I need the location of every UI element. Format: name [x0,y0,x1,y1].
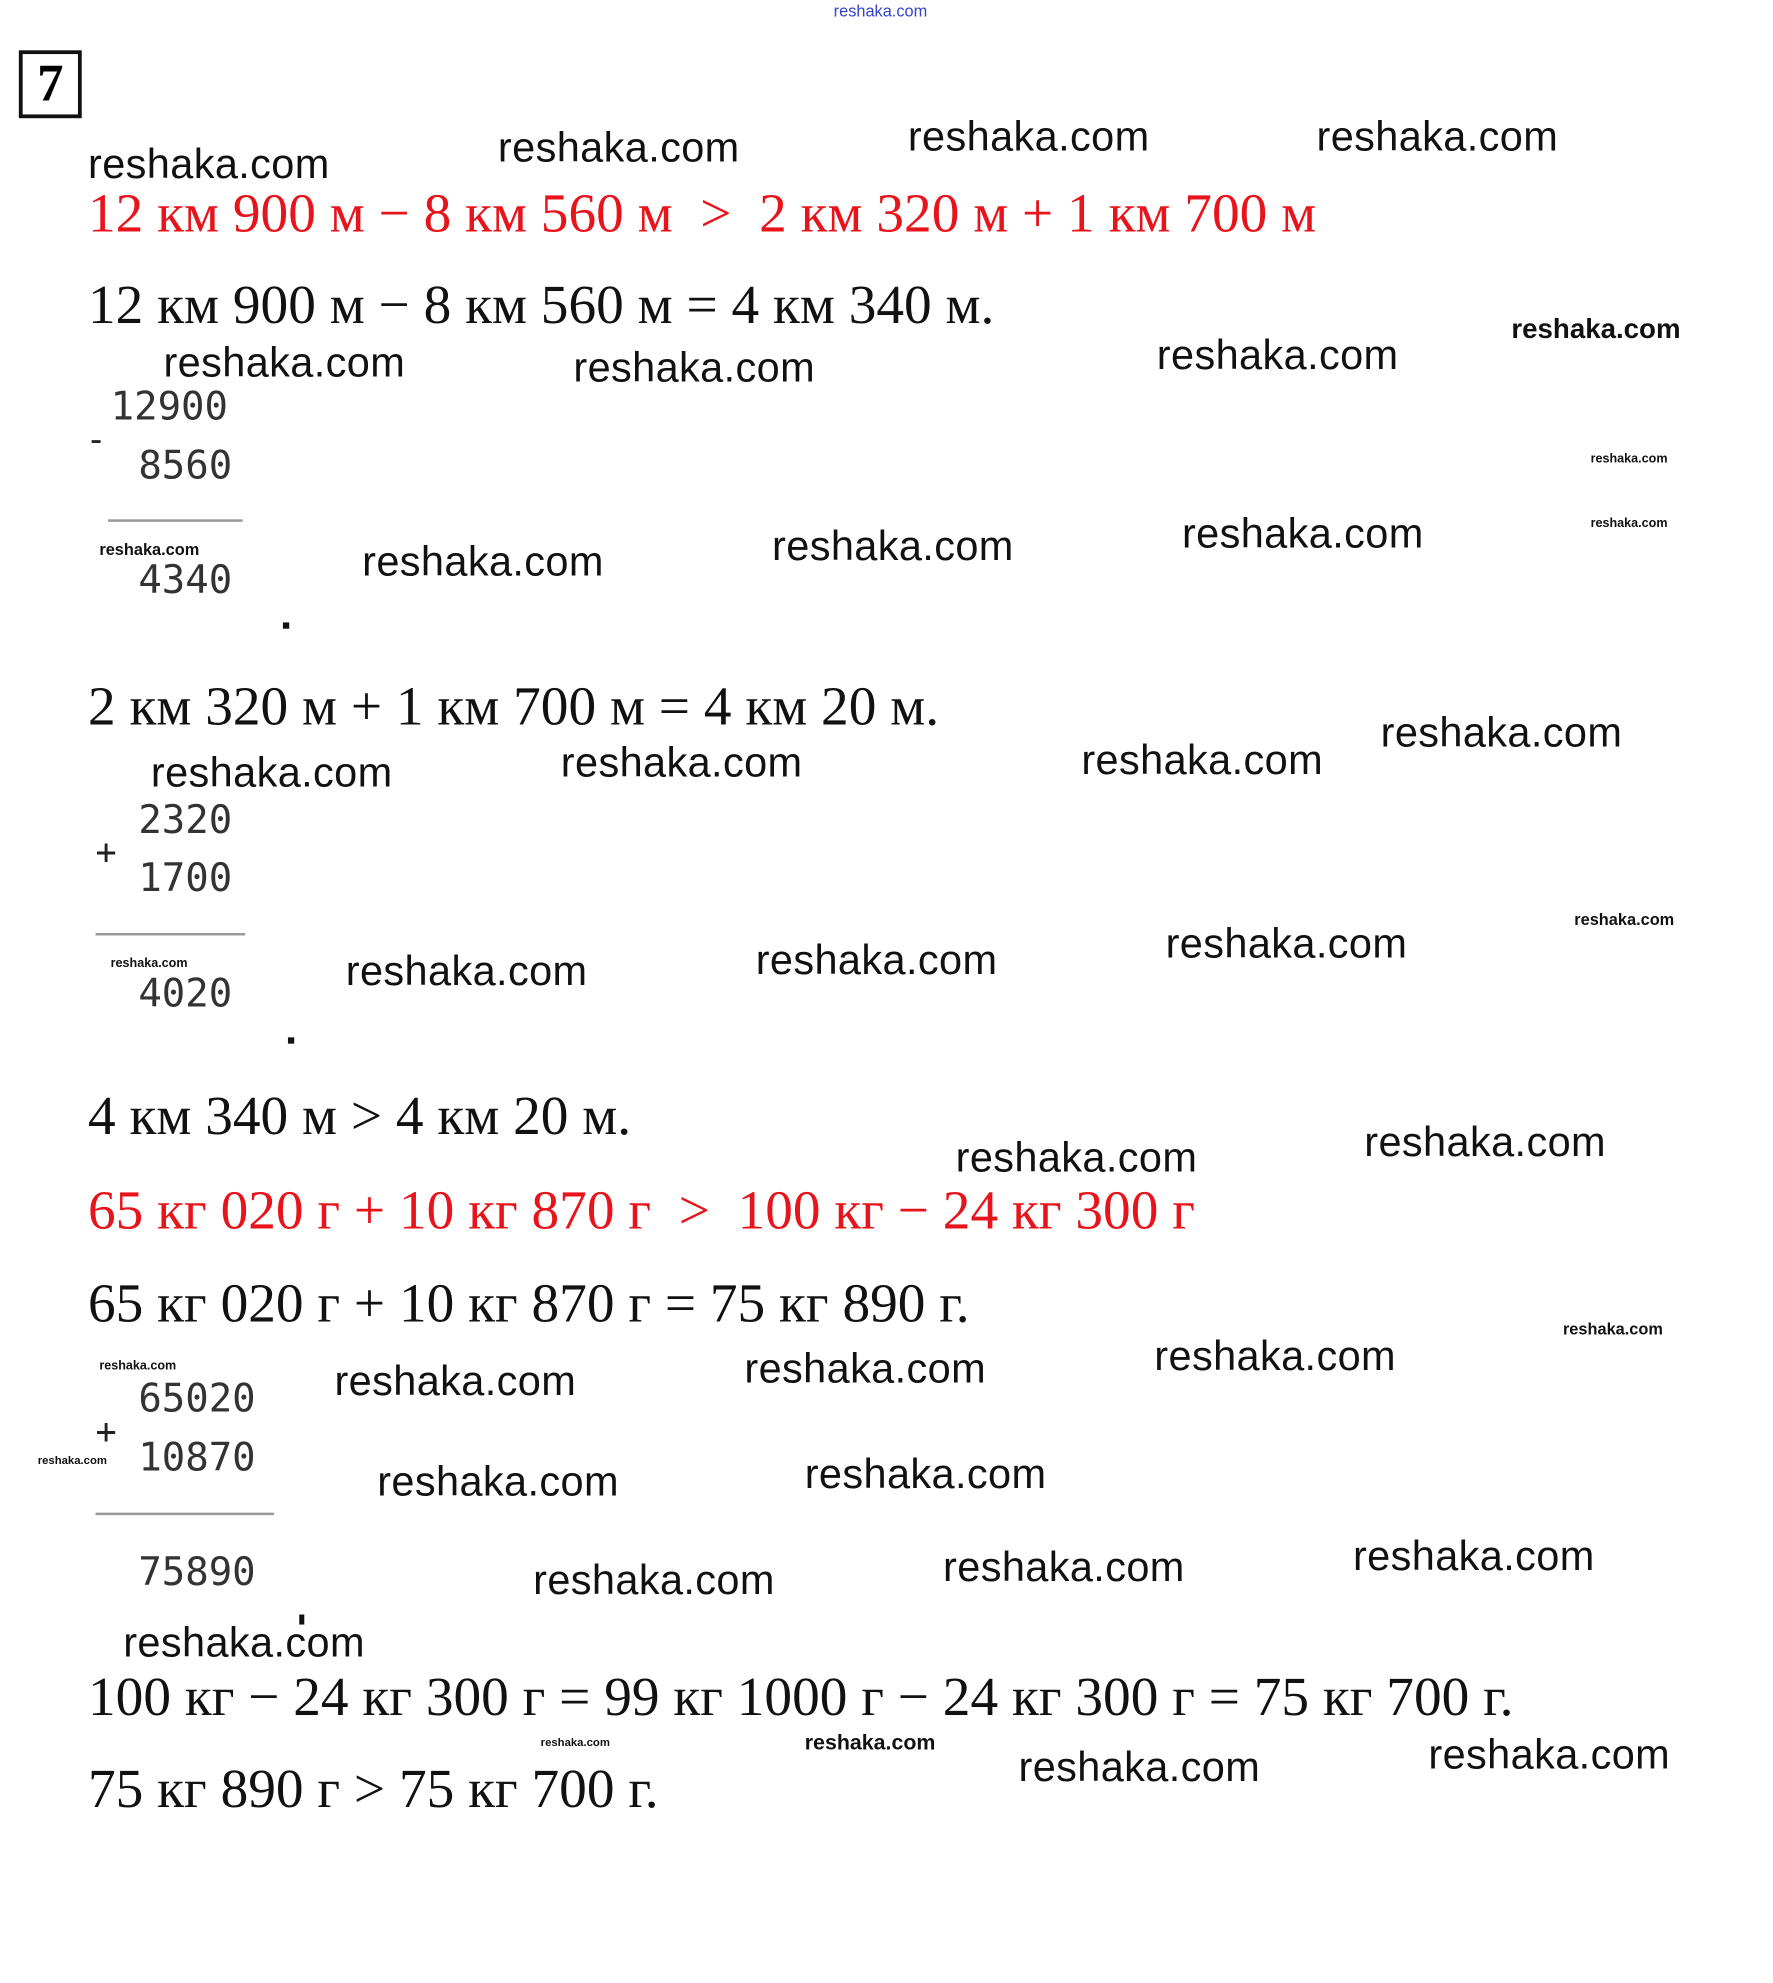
comparison-1: 12 км 900 м − 8 км 560 м > 2 км 320 м + 1 км 700 м [88,182,1317,244]
watermark: reshaka.com [99,540,200,559]
watermark: reshaka.com [1590,516,1668,531]
column-rule [96,1513,275,1516]
column-result: 4340 [138,557,233,603]
watermark: reshaka.com [955,1133,1198,1181]
watermark: reshaka.com [772,522,1014,569]
watermark: reshaka.com [99,1359,177,1374]
watermark: reshaka.com [1316,112,1559,160]
watermark: reshaka.com [1590,452,1668,467]
watermark: reshaka.com [37,1454,107,1467]
watermark: reshaka.com [1364,1118,1606,1165]
watermark: reshaka.com [573,343,816,391]
watermark: reshaka.com [1562,1319,1663,1339]
column-top: 2320 [138,797,233,844]
site-watermark: reshaka.com [833,1,928,21]
watermark: reshaka.com [362,537,604,585]
watermark: reshaka.com [1574,909,1675,929]
watermark: reshaka.com [560,738,803,786]
plus-sign: + [95,831,117,873]
dot [288,1037,294,1043]
watermark: reshaka.com [497,123,740,171]
watermark: reshaka.com [163,338,406,386]
watermark: reshaka.com [804,1450,1047,1497]
watermark: reshaka.com [907,112,1150,160]
solution-line: 2 км 320 м + 1 км 700 м = 4 км 20 м. [88,675,940,737]
column-result: 75890 [138,1549,256,1596]
column-result: 4020 [138,971,233,1017]
column-bottom: 8560 [138,443,233,489]
watermark: reshaka.com [804,1730,936,1755]
comparison-2: 65 кг 020 г + 10 кг 870 г > 100 кг − 24 кг 300 г [88,1179,1195,1242]
watermark: reshaka.com [943,1543,1185,1590]
plus-sign: + [95,1410,117,1453]
dot [283,622,289,628]
solution-line: 12 км 900 м − 8 км 560 м = 4 км 340 м. [88,274,995,336]
column-rule [96,933,246,936]
watermark: reshaka.com [1380,708,1623,756]
watermark: reshaka.com [377,1457,619,1505]
minus-sign: - [85,418,107,461]
column-bottom: 10870 [138,1435,256,1481]
watermark: reshaka.com [1165,919,1408,967]
solution-line: 65 кг 020 г + 10 кг 870 г = 75 кг 890 г. [88,1272,970,1335]
watermark: reshaka.com [123,1618,365,1666]
watermark: reshaka.com [110,956,188,971]
watermark: reshaka.com [1081,736,1324,783]
watermark: reshaka.com [150,748,393,796]
column-bottom: 1700 [138,855,233,901]
watermark: reshaka.com [1154,1332,1396,1379]
watermark: reshaka.com [540,1735,610,1749]
watermark: reshaka.com [1181,509,1424,557]
watermark: reshaka.com [533,1556,775,1603]
solution-line: 4 км 340 м > 4 км 20 м. [88,1085,632,1147]
column-top: 12900 [110,384,229,430]
watermark: reshaka.com [1511,313,1681,345]
watermark: reshaka.com [345,947,588,994]
watermark: reshaka.com [88,140,330,187]
watermark: reshaka.com [1352,1532,1595,1579]
solution-line: 100 кг − 24 кг 300 г = 99 кг 1000 г − 24 кг 300 г = 75 кг 700 г. [88,1666,1514,1728]
watermark: reshaka.com [744,1344,987,1392]
column-rule [108,519,243,522]
watermark: reshaka.com [1018,1743,1261,1790]
column-top: 65020 [138,1376,256,1422]
watermark: reshaka.com [755,936,998,983]
watermark: reshaka.com [334,1357,577,1404]
watermark: reshaka.com [1156,331,1399,378]
task-number: 7 [19,50,82,118]
solution-line: 75 кг 890 г > 75 кг 700 г. [88,1757,659,1820]
watermark: reshaka.com [1428,1730,1671,1778]
